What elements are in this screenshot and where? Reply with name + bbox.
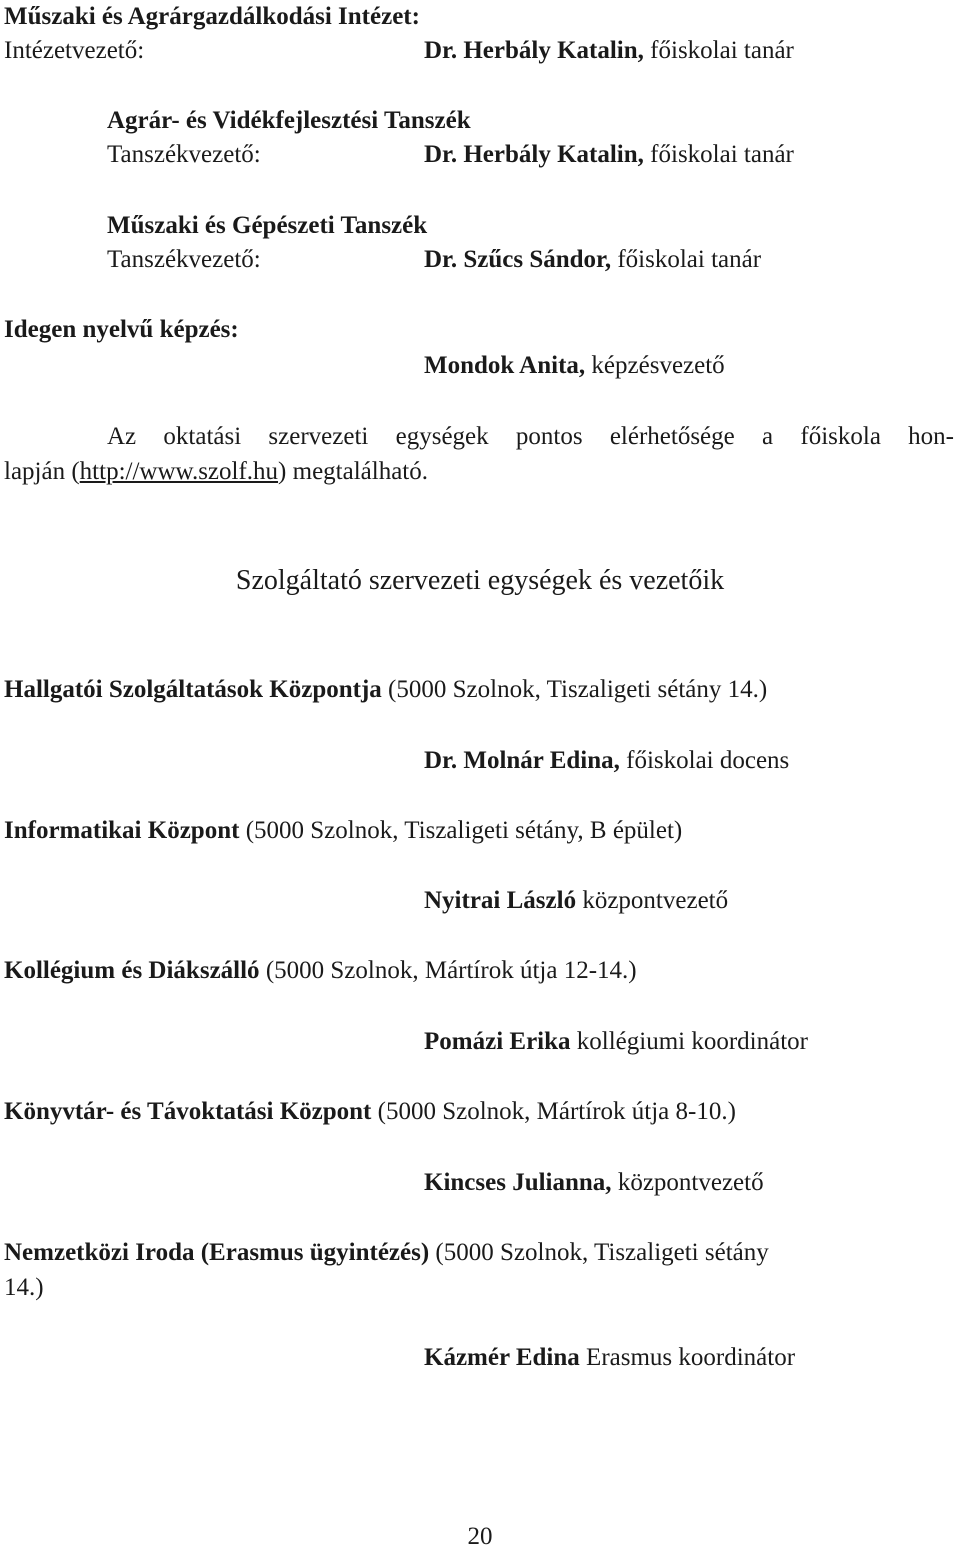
institute-title: Műszaki és Agrárgazdálkodási Intézet:: [4, 3, 420, 30]
department-head-label: Tanszékvezető:: [107, 141, 261, 168]
note-line-1: Az oktatási szervezeti egységek pontos elérhetősége a főiskola hon-: [107, 423, 954, 450]
department-head-label: Tanszékvezető:: [107, 246, 261, 273]
unit-address: (5000 Szolnok, Tiszaligeti sétány 14.): [381, 676, 768, 703]
department-title: Műszaki és Gépészeti Tanszék: [107, 212, 428, 239]
unit-head: [424, 746, 789, 776]
unit-head: [424, 1168, 764, 1198]
unit-line: [4, 1097, 736, 1127]
foreign-title: Idegen nyelvű képzés:: [4, 316, 239, 343]
section-title: Szolgáltató szervezeti egységek és vezetőik: [235, 565, 725, 596]
head-role: központvezető: [611, 1169, 764, 1196]
head-role: képzésvezető: [585, 352, 725, 379]
institute-head-label: Intézetvezető:: [4, 37, 145, 64]
homepage-link[interactable]: http://www.szolf.hu: [79, 458, 279, 485]
institute-head: [424, 36, 794, 66]
head-role: kollégiumi koordinátor: [570, 1028, 808, 1055]
head-name: Mondok Anita,: [424, 352, 586, 379]
department-title: Agrár- és Vidékfejlesztési Tanszék: [107, 107, 471, 134]
head-name: Dr. Szűcs Sándor,: [424, 246, 612, 273]
department-head: [424, 245, 761, 275]
unit-address: (5000 Szolnok, Mártírok útja 8-10.): [371, 1098, 736, 1125]
head-role: főiskolai tanár: [611, 246, 762, 273]
unit-line: [4, 816, 682, 846]
unit-line: [4, 956, 637, 986]
department-head: [424, 140, 794, 170]
note-line-2: lapján (http://www.szolf.hu) megtalálható.: [4, 458, 428, 485]
head-name: Dr. Herbály Katalin,: [424, 37, 644, 64]
unit-head: [424, 1027, 808, 1057]
unit-line: [4, 1238, 769, 1268]
foreign-head: [424, 351, 725, 381]
head-name: Dr. Herbály Katalin,: [424, 141, 644, 168]
unit-name: Kollégium és Diákszálló: [4, 957, 260, 984]
head-role: főiskolai tanár: [643, 37, 794, 64]
unit-head: [424, 1343, 795, 1373]
head-role: központvezető: [576, 887, 729, 914]
head-role: főiskolai docens: [619, 747, 790, 774]
unit-line: [4, 675, 767, 705]
head-role: főiskolai tanár: [643, 141, 794, 168]
unit-head: [424, 886, 728, 916]
head-name: Pomázi Erika: [424, 1028, 571, 1055]
head-role: Erasmus koordinátor: [579, 1344, 796, 1371]
page-number: 20: [467, 1523, 493, 1550]
head-name: Kázmér Edina: [424, 1344, 580, 1371]
head-name: Nyitrai László: [424, 887, 577, 914]
unit-address-cont: 14.): [4, 1274, 44, 1301]
unit-address: (5000 Szolnok, Mártírok útja 12-14.): [259, 957, 637, 984]
unit-name: Hallgatói Szolgáltatások Központja: [4, 676, 382, 703]
unit-name: Könyvtár- és Távoktatási Központ: [4, 1098, 372, 1125]
unit-address: (5000 Szolnok, Tiszaligeti sétány: [429, 1239, 769, 1266]
unit-name: Informatikai Központ: [4, 817, 240, 844]
unit-address: (5000 Szolnok, Tiszaligeti sétány, B épület): [239, 817, 683, 844]
head-name: Kincses Julianna,: [424, 1169, 612, 1196]
unit-name: Nemzetközi Iroda (Erasmus ügyintézés): [4, 1239, 430, 1266]
head-name: Dr. Molnár Edina,: [424, 747, 620, 774]
